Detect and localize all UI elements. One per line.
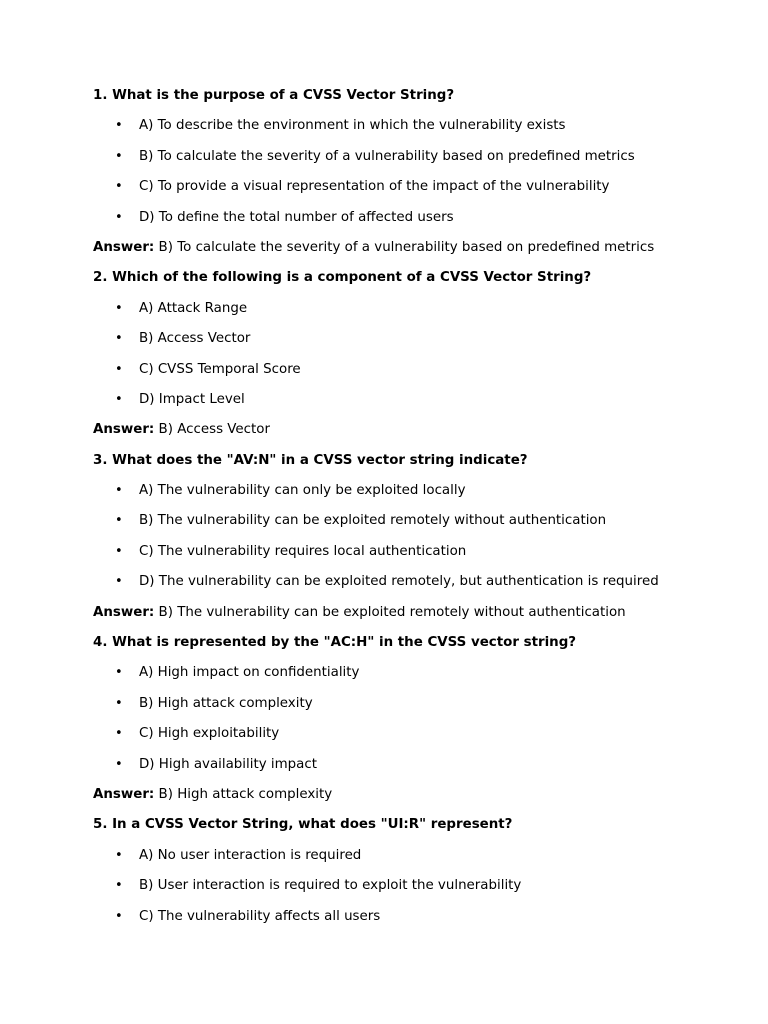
option-list: [93, 300, 733, 409]
question-heading: 4. What is represented by the "AC:H" in the CVSS vector string?: [93, 635, 577, 651]
question-heading: 3. What does the "AV:N" in a CVSS vector string indicate?: [93, 452, 528, 468]
option-item: [93, 908, 733, 926]
option-item: [93, 391, 733, 409]
answer-text: B) To calculate the severity of a vulnerability based on predefined metrics: [158, 239, 655, 255]
bullet-icon: •: [115, 574, 123, 590]
bullet-icon: •: [115, 695, 123, 711]
option-text: A) The vulnerability can only be exploited locally: [139, 483, 466, 499]
option-item: [93, 482, 733, 500]
answer-line: [93, 786, 733, 804]
answer-label: Answer:: [93, 604, 155, 620]
option-item: [93, 300, 733, 318]
answer-label: Answer:: [93, 239, 155, 255]
bullet-icon: •: [115, 756, 123, 772]
option-item: [93, 148, 733, 166]
option-text: C) The vulnerability requires local authentication: [139, 543, 467, 559]
option-text: A) High impact on confidentiality: [139, 665, 360, 681]
answer-label: Answer:: [93, 786, 155, 802]
quiz-document: [93, 87, 733, 938]
option-list: [93, 664, 733, 773]
option-item: [93, 361, 733, 379]
option-text: B) Access Vector: [139, 331, 251, 347]
bullet-icon: •: [115, 878, 123, 894]
option-item: [93, 725, 733, 743]
answer-text: B) High attack complexity: [158, 786, 333, 802]
bullet-icon: •: [115, 179, 123, 195]
option-text: D) Impact Level: [139, 391, 245, 407]
option-text: D) The vulnerability can be exploited remotely, but authentication is required: [139, 574, 659, 590]
option-text: C) CVSS Temporal Score: [139, 361, 301, 377]
option-text: B) To calculate the severity of a vulnerability based on predefined metrics: [139, 148, 635, 164]
bullet-icon: •: [115, 209, 123, 225]
option-item: [93, 695, 733, 713]
option-text: B) User interaction is required to exploit the vulnerability: [139, 878, 522, 894]
option-text: C) To provide a visual representation of the impact of the vulnerability: [139, 179, 610, 195]
option-text: D) To define the total number of affected users: [139, 209, 454, 225]
answer-line: [93, 604, 733, 622]
option-text: D) High availability impact: [139, 756, 317, 772]
bullet-icon: •: [115, 391, 123, 407]
option-text: A) Attack Range: [139, 300, 248, 316]
option-item: [93, 847, 733, 865]
answer-line: [93, 421, 733, 439]
option-list: [93, 482, 733, 591]
option-item: [93, 573, 733, 591]
answer-text: B) Access Vector: [158, 422, 270, 438]
bullet-icon: •: [115, 361, 123, 377]
bullet-icon: •: [115, 543, 123, 559]
bullet-icon: •: [115, 908, 123, 924]
option-item: [93, 756, 733, 774]
option-text: C) High exploitability: [139, 726, 280, 742]
bullet-icon: •: [115, 118, 123, 134]
option-text: C) The vulnerability affects all users: [139, 908, 381, 924]
option-item: [93, 664, 733, 682]
question-heading: 1. What is the purpose of a CVSS Vector String?: [93, 88, 455, 103]
question-heading: 5. In a CVSS Vector String, what does "UI:R" represent?: [93, 817, 513, 833]
option-list: [93, 847, 733, 926]
bullet-icon: •: [115, 331, 123, 347]
bullet-icon: •: [115, 513, 123, 529]
option-text: B) High attack complexity: [139, 695, 313, 711]
answer-label: Answer:: [93, 422, 155, 438]
option-item: [93, 330, 733, 348]
option-text: A) No user interaction is required: [139, 847, 362, 863]
bullet-icon: •: [115, 847, 123, 863]
option-item: [93, 877, 733, 895]
option-text: A) To describe the environment in which the vulnerability exists: [139, 118, 566, 134]
bullet-icon: •: [115, 300, 123, 316]
option-item: [93, 117, 733, 135]
question-heading: 2. Which of the following is a component of a CVSS Vector String?: [93, 270, 592, 286]
option-list: [93, 117, 733, 226]
option-text: B) The vulnerability can be exploited remotely without authentication: [139, 513, 607, 529]
option-item: [93, 543, 733, 561]
bullet-icon: •: [115, 148, 123, 164]
option-item: [93, 512, 733, 530]
answer-text: B) The vulnerability can be exploited remotely without authentication: [158, 604, 626, 620]
bullet-icon: •: [115, 726, 123, 742]
answer-line: [93, 239, 733, 257]
option-item: [93, 209, 733, 227]
option-item: [93, 178, 733, 196]
bullet-icon: •: [115, 483, 123, 499]
bullet-icon: •: [115, 665, 123, 681]
